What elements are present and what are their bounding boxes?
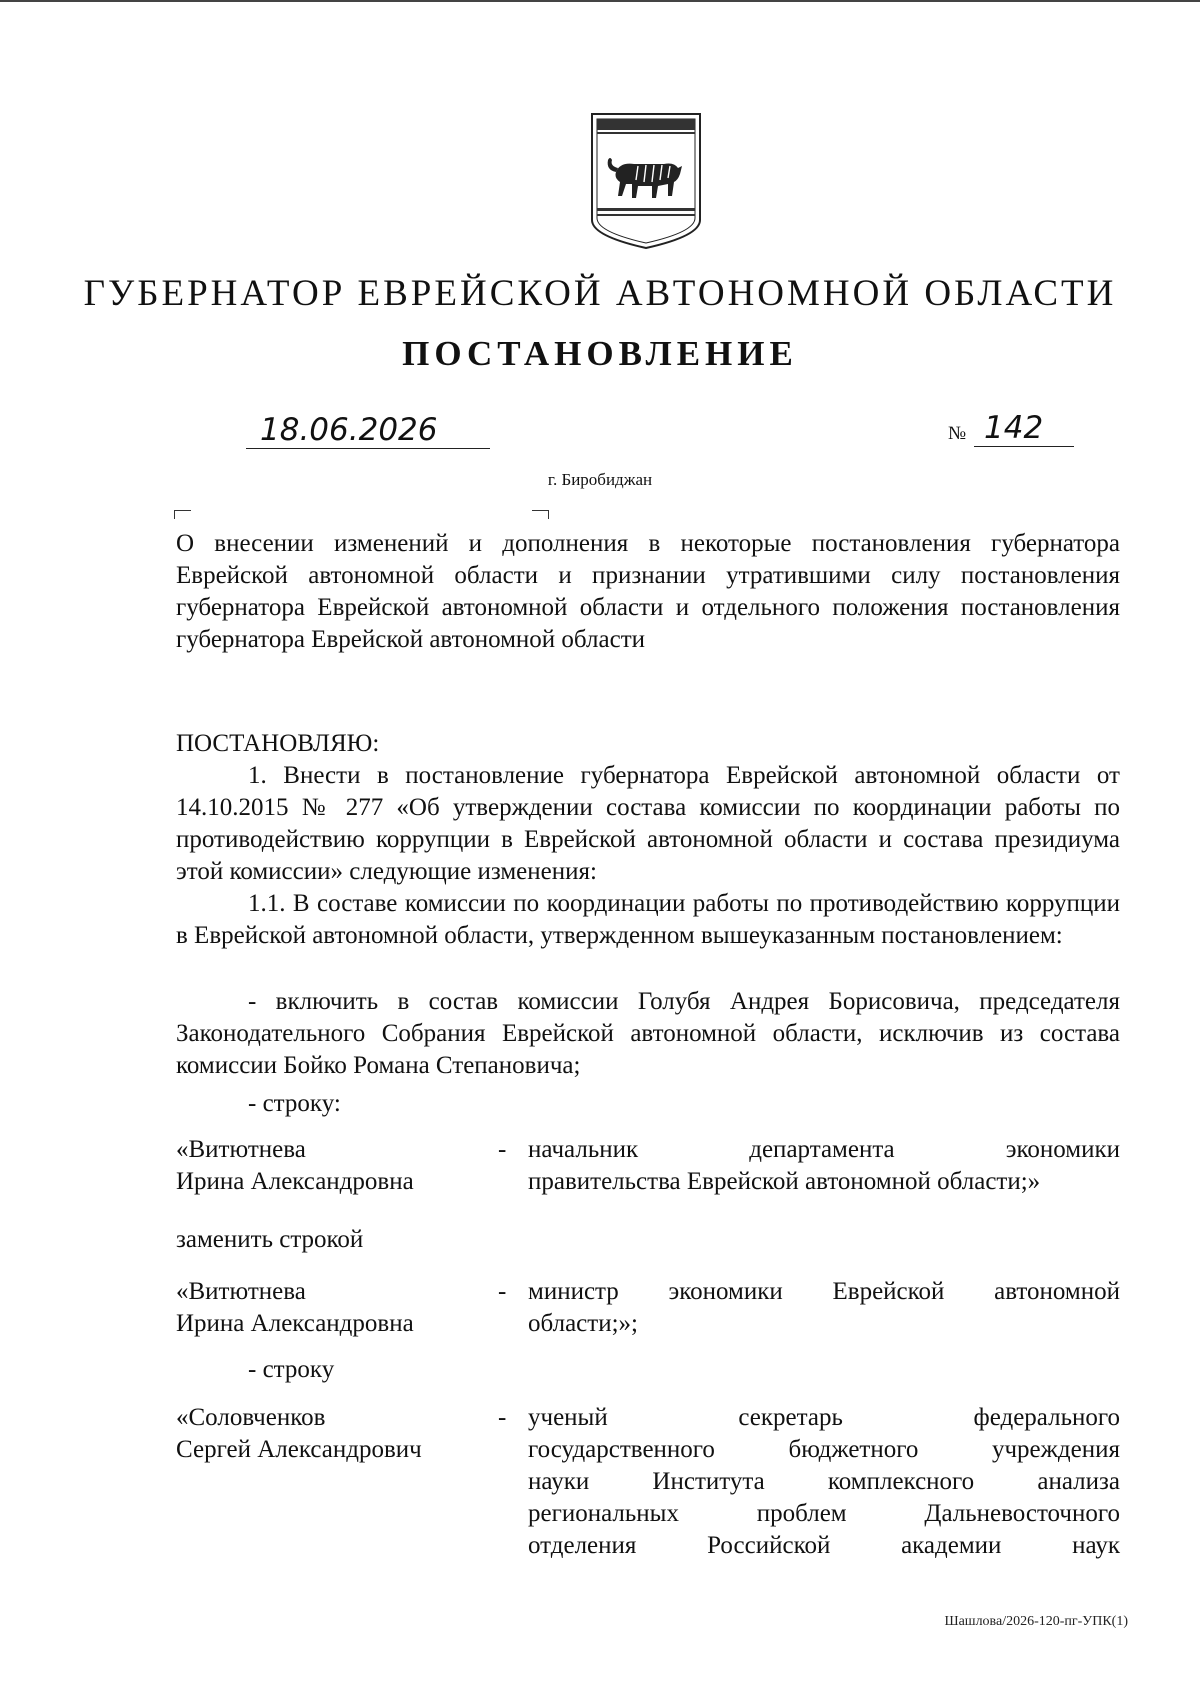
row1-name-line1: «Витютнева bbox=[176, 1136, 306, 1163]
number-label: № bbox=[948, 423, 967, 444]
row1-name-line2: Ирина Александровна bbox=[176, 1168, 414, 1195]
row2-dash: - bbox=[498, 1278, 507, 1305]
row3-desc-line4: региональных проблем Дальневосточного bbox=[528, 1500, 1120, 1527]
paragraph-include: - включить в состав комиссии Голубя Андрея Борисовича, председателя Законодательного Собрания Еврейской автономной области, исключив из состава комиссии Бойко Романа Степановича; bbox=[176, 988, 1120, 1079]
row2-desc-line1: министр экономики Еврейской автономной bbox=[528, 1278, 1120, 1305]
replace-line: заменить строкой bbox=[176, 1226, 364, 1253]
subject-corner-right bbox=[532, 510, 549, 519]
row3-desc-line1: ученый секретарь федерального bbox=[528, 1404, 1120, 1431]
document-type: ПОСТАНОВЛЕНИЕ bbox=[402, 334, 798, 373]
paragraph-1-1: 1.1. В составе комиссии по координации работы по противодействию коррупции в Еврейской автономной области, утвержденном вышеуказанным постановлением: bbox=[176, 890, 1120, 949]
line-stroku-1: - строку: bbox=[248, 1090, 341, 1117]
scan-top-border bbox=[0, 0, 1200, 2]
org-title: ГУБЕРНАТОР ЕВРЕЙСКОЙ АВТОНОМНОЙ ОБЛАСТИ bbox=[83, 273, 1117, 314]
row3-desc-line3: науки Института комплексного анализа bbox=[528, 1468, 1120, 1495]
row3-dash: - bbox=[498, 1404, 507, 1431]
row1-desc-line2: правительства Еврейской автономной области;» bbox=[528, 1168, 1041, 1195]
row3-desc-line5: отделения Российской академии наук bbox=[528, 1532, 1120, 1559]
row2-desc-line2: области;»; bbox=[528, 1310, 638, 1337]
document-date: 18.06.2026 bbox=[246, 412, 490, 449]
paragraph-1: 1. Внести в постановление губернатора Еврейской автономной области от 14.10.2015 № 277 «Об утверждении состава комиссии по координации работы по противодействию коррупции в Еврейской автономной области и состава президиума этой комиссии» следующие изменения: bbox=[176, 762, 1120, 885]
resolve-heading: ПОСТАНОВЛЯЮ: bbox=[176, 730, 380, 757]
document-subject: О внесении изменений и дополнения в некоторые постановления губернатора Еврейской автономной области и признании утратившими силу постановления губернатора Еврейской автономной области и отдельного положения постановления губернатора Еврейской автономной области bbox=[176, 530, 1120, 653]
row1-dash: - bbox=[498, 1136, 507, 1163]
footer-document-code: Шашлова/2026-120-пг-УПК(1) bbox=[944, 1614, 1128, 1629]
row3-desc-line2: государственного бюджетного учреждения bbox=[528, 1436, 1120, 1463]
document-number: 142 bbox=[974, 410, 1074, 447]
row1-desc-line1: начальник департамента экономики bbox=[528, 1136, 1120, 1163]
row3-name-line2: Сергей Александрович bbox=[176, 1436, 422, 1463]
line-stroku-2: - строку bbox=[248, 1356, 335, 1383]
coat-of-arms-tiger-icon bbox=[586, 110, 706, 250]
row2-name-line1: «Витютнева bbox=[176, 1278, 306, 1305]
city: г. Биробиджан bbox=[547, 470, 653, 489]
row3-name-line1: «Соловченков bbox=[176, 1404, 326, 1431]
row2-name-line2: Ирина Александровна bbox=[176, 1310, 414, 1337]
subject-corner-left bbox=[174, 510, 191, 519]
